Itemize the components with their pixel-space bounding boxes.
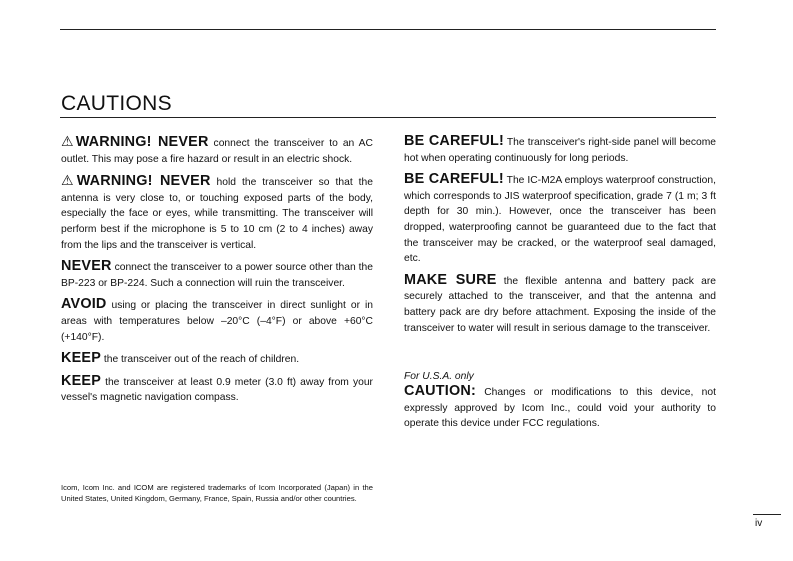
caution-text: hold the transceiver so that the antenna is very close to, or touching exposed parts of the body, especially the face or eyes, while transmitting. The transceiver will perform best if the microphone is 5 to 10 cm (2 to 4 inches) away from the lips and the transceiver is vertical. [61, 177, 373, 251]
page-title: CAUTIONS [61, 92, 172, 115]
warning-triangle-icon: ⚠ [61, 172, 77, 189]
heading-rule [60, 117, 716, 118]
caution-paragraph [61, 259, 373, 291]
caution-text: the transceiver out of the reach of children. [103, 354, 300, 366]
caution-paragraph [61, 173, 373, 253]
caution-paragraph [61, 374, 373, 406]
page-number: iv [755, 518, 763, 529]
caution-text: connect the transceiver to an AC outlet. This may pose a fire hazard or result in an electric shock. [61, 138, 373, 165]
caution-paragraph [404, 134, 716, 166]
caution-text: connect the transceiver to a power source other than the BP-223 or BP-224. Such a connection will ruin the transceiver. [61, 262, 373, 289]
page-number-rule [753, 514, 781, 515]
caution-lead: BE CAREFUL! [404, 133, 504, 149]
caution-paragraph [404, 273, 716, 336]
caution-lead: AVOID [61, 296, 107, 313]
caution-paragraph [404, 172, 716, 267]
caution-text: Changes or modifications to this device, not expressly approved by Icom Inc., could void your authority to operate this device under FCC regulations. [404, 387, 716, 430]
caution-lead: KEEP [61, 350, 101, 367]
caution-paragraph [61, 297, 373, 345]
caution-lead: CAUTION: [404, 383, 476, 400]
caution-lead: KEEP [61, 372, 101, 389]
trademark-footnote: Icom, Icom Inc. and ICOM are registered trademarks of Icom Incorporated (Japan) in the United States, United Kingdom, Germany, France, Spain, Russia and/or other countries. [61, 483, 373, 503]
left-column [61, 134, 373, 412]
caution-lead: NEVER [61, 258, 112, 275]
caution-text: the transceiver at least 0.9 meter (3.0 ft) away from your vessel's magnetic navigation compass. [61, 376, 373, 404]
fcc-caution-paragraph [404, 384, 716, 432]
warning-triangle-icon: ⚠ [61, 133, 76, 149]
caution-text: the flexible antenna and battery pack are securely attached to the transceiver, and that the antenna and battery pack are dry before attachment. Exposing the inside of the transceiver to water will result in serious damage to the transceiver. [404, 275, 716, 334]
caution-lead: MAKE SURE [404, 271, 497, 288]
caution-lead: BE CAREFUL! [404, 171, 504, 188]
top-rule [60, 29, 716, 30]
caution-text: The IC-M2A employs waterproof construction, which corresponds to JIS waterproof specification, grade 7 (1 m; 3 ft depth for 30 min.). However, once the transceiver has been dropped, waterproofing cannot be guaranteed due to the fact that the transceiver may be cracked, or the waterproof seal damaged, etc. [404, 175, 716, 265]
caution-text: The transceiver's right-side panel will become hot when operating continuously for long periods. [404, 137, 716, 164]
caution-lead: WARNING! NEVER [75, 134, 209, 150]
usa-only-label: For U.S.A. only [404, 371, 474, 383]
caution-paragraph [61, 351, 373, 368]
caution-paragraph [61, 134, 373, 167]
caution-text: using or placing the transceiver in direct sunlight or in areas with temperatures below –20°C (–4°F) or above +60°C (+140°F). [61, 300, 373, 343]
right-column [404, 134, 716, 438]
caution-lead: WARNING! NEVER [76, 173, 211, 190]
